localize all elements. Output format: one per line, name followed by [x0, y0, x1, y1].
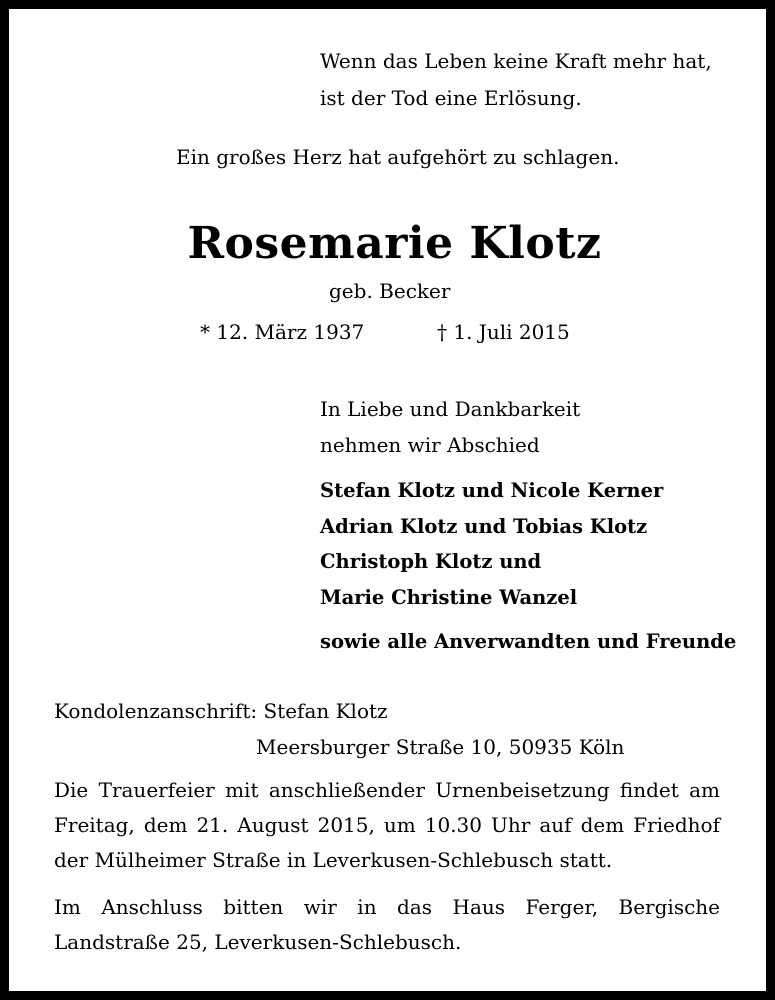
- ceremony-paragraph: Die Trauerfeier mit anschließender Urnenbeisetzung findet am Freitag, dem 21. August 2015, um 10.30 Uhr auf dem Friedhof der Mülheimer Straße in Leverkusen-Schlebusch statt.: [54, 778, 720, 872]
- birth-name: geb. Becker: [329, 279, 451, 303]
- obituary-notice: [9, 9, 766, 991]
- motto-line-2: ist der Tod eine Erlösung.: [320, 86, 582, 110]
- mourner-line: Stefan Klotz und Nicole Kerner: [320, 479, 664, 502]
- condolence-label: Kondolenzanschrift: Stefan Klotz: [54, 699, 388, 723]
- deceased-name: Rosemarie Klotz: [187, 218, 602, 269]
- intro-text: Ein großes Herz hat aufgehört zu schlagen.: [176, 145, 620, 169]
- mourner-line: Adrian Klotz und Tobias Klotz: [320, 515, 648, 538]
- farewell-line-2: nehmen wir Abschied: [320, 433, 540, 457]
- mourner-line: Marie Christine Wanzel: [320, 586, 578, 609]
- birth-date: * 12. März 1937: [200, 320, 365, 344]
- relatives-line: sowie alle Anverwandten und Freunde: [320, 630, 737, 653]
- condolence-address: Meersburger Straße 10, 50935 Köln: [256, 735, 625, 759]
- reception-paragraph: Im Anschluss bitten wir in das Haus Ferger, Bergische Landstraße 25, Leverkusen-Schlebusch.: [54, 895, 720, 954]
- death-date: † 1. Juli 2015: [437, 320, 570, 344]
- motto-line-1: Wenn das Leben keine Kraft mehr hat,: [320, 49, 712, 73]
- farewell-line-1: In Liebe und Dankbarkeit: [320, 397, 581, 421]
- mourner-line: Christoph Klotz und: [320, 550, 542, 573]
